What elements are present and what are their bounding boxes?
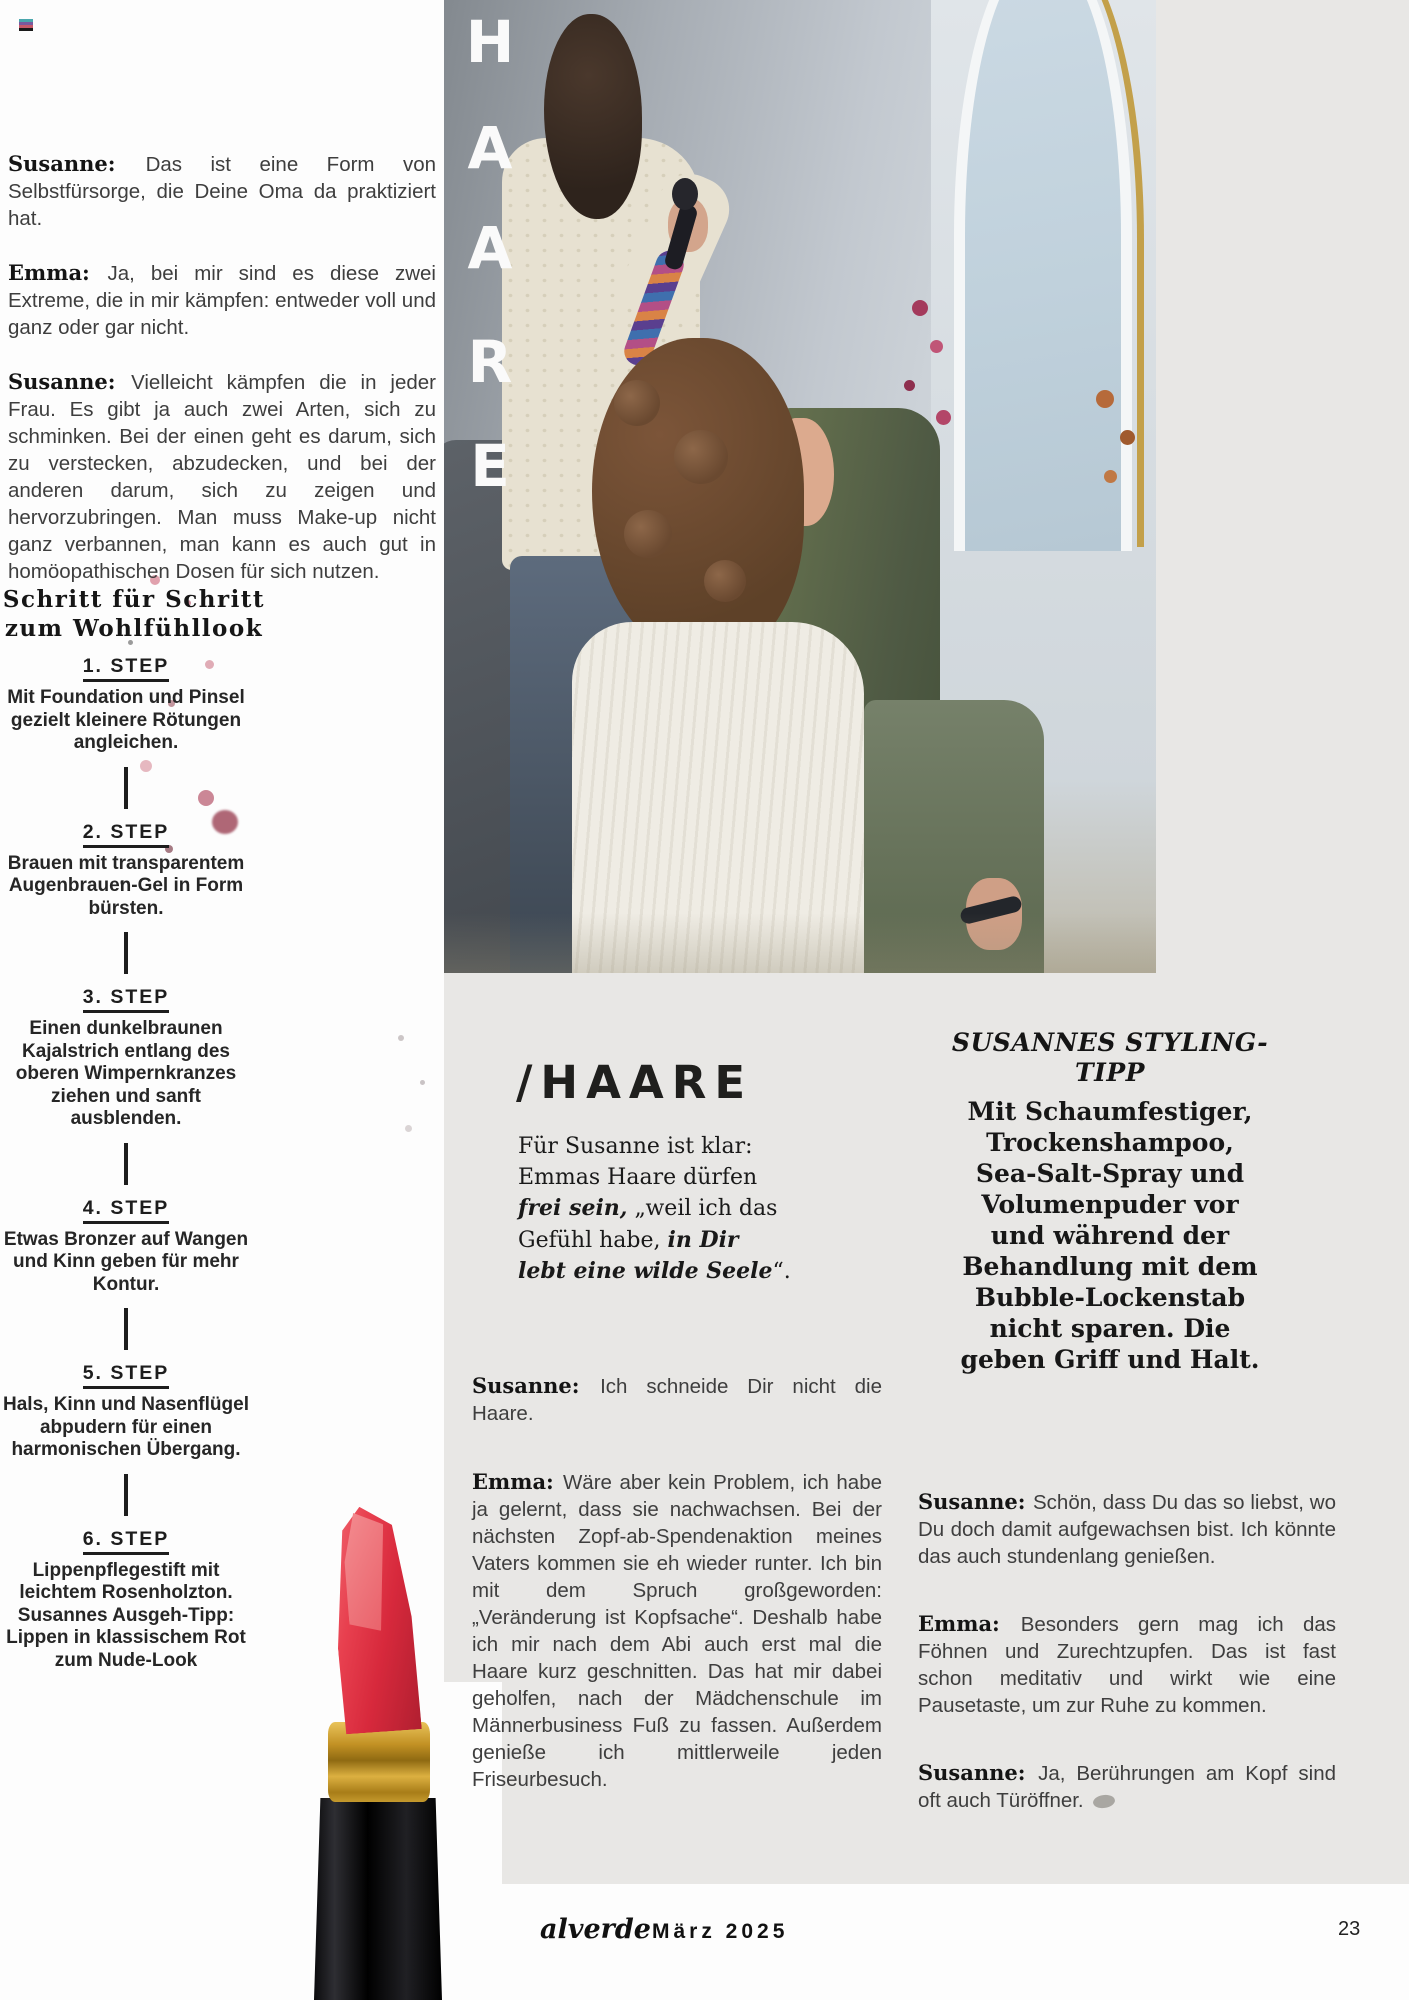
- vertical-title-letter: A: [467, 114, 513, 182]
- speaker-name: Susanne:: [472, 1373, 580, 1398]
- hair-curl-shape: [624, 510, 672, 558]
- step-text: Einen dunkelbraunen Kajalstrich entlang des oberen Wimpernkranzes ziehen und sanft ausblenden.: [15, 1018, 237, 1129]
- step-title: 1. STEP: [83, 655, 170, 682]
- corner-mark-stripe: [19, 28, 33, 31]
- vertical-title-letter: A: [467, 214, 513, 282]
- step-text: Etwas Bronzer auf Wangen und Kinn geben für mehr Kontur.: [3, 1228, 249, 1295]
- vertical-title-letter: H: [465, 8, 515, 76]
- makeup-step: [0, 1362, 252, 1516]
- intro-line: [518, 1225, 818, 1257]
- lipstick-gold-band-shape: [328, 1722, 430, 1802]
- intro-quote: [518, 1132, 818, 1288]
- dialogue-paragraph: [918, 1610, 1336, 1719]
- flower-shape: [936, 410, 951, 425]
- issue-date: März 2025: [652, 1920, 789, 1943]
- flower-shape: [1120, 430, 1135, 445]
- dialogue-text: Das ist eine Form von Selbstfürsorge, die Deine Oma da praktiziert hat.: [8, 153, 437, 230]
- step-text: Lippenpflegestift mit leichtem Rosenholzton. Susannes Ausgeh-Tipp: Lippen in klassischem Rot zum Nude-Look: [6, 1559, 246, 1671]
- step-title: 4. STEP: [83, 1197, 170, 1224]
- intro-text-segment: lebt eine wilde Seele: [518, 1258, 773, 1284]
- flower-shape: [912, 300, 928, 316]
- step-text: Hals, Kinn und Nasenflügel abpudern für einen harmonischen Übergang.: [3, 1394, 249, 1460]
- step-divider-line: [124, 767, 128, 809]
- step-divider-line: [124, 1474, 128, 1516]
- speaker-name: Emma:: [472, 1469, 554, 1494]
- makeup-step: [0, 1197, 252, 1351]
- step-title: 5. STEP: [83, 1362, 170, 1389]
- vertical-title-letter: E: [470, 432, 510, 500]
- curling-iron-knob-shape: [672, 178, 698, 210]
- intro-line: [518, 1132, 818, 1163]
- floor-shadow-shape: [444, 913, 1156, 973]
- intro-text-segment: Für Susanne ist klar:: [518, 1134, 753, 1159]
- intro-text-segment: in Dir: [667, 1226, 739, 1253]
- section-heading-haare: /HAARE: [516, 1056, 754, 1109]
- intro-text-segment: „weil ich das: [627, 1196, 778, 1221]
- arch-mirror-shape: [954, 0, 1132, 551]
- speaker-name: Susanne:: [8, 369, 116, 394]
- salon-photo: [444, 0, 1156, 973]
- styling-tip-heading: SUSANNES STYLING-TIPP: [951, 1028, 1269, 1087]
- dialogue-paragraph: [472, 1468, 882, 1793]
- dialogue-text: Vielleicht kämpfen die in jeder Frau. Es gibt ja auch zwei Arten, sich zu schminken. Bei der einen geht es darum, sich zu verstecken, abzudecken, und bei der anderen darum, sich zu zeigen und hervorzubringen. Man muss Make-up nicht ganz verbannen, man kann es auch gut in homöopathischen Dosen für sich nutzen.: [8, 371, 437, 583]
- speaker-name: Susanne:: [918, 1760, 1026, 1785]
- step-divider-line: [124, 932, 128, 974]
- hair-curl-shape: [704, 560, 746, 602]
- intro-line: [518, 1256, 818, 1288]
- dialogue-text: Schön, dass Du das so liebst, wo Du doch damit aufgewachsen bist. Ich könnte das auch stundenlang genießen.: [918, 1491, 1336, 1568]
- flower-shape: [904, 380, 915, 391]
- hair-curl-shape: [614, 380, 660, 426]
- styling-tip-text: Mit Schaumfestiger, Trockenshampoo, Sea-Salt-Spray und Volumenpuder vor und während der Behandlung mit dem Bubble-Lockenstab nicht sparen. Die geben Griff und Halt.: [960, 1097, 1260, 1374]
- speaker-name: Emma:: [918, 1611, 1000, 1636]
- magazine-logo: alverde: [540, 1914, 651, 1945]
- vertical-title-haare: [460, 0, 520, 973]
- dialogue-paragraph: [8, 368, 436, 585]
- makeup-step: [0, 986, 252, 1185]
- step-divider-line: [124, 1143, 128, 1185]
- hair-curl-shape: [674, 430, 728, 484]
- dialogue-text: Besonders gern mag ich das Föhnen und Zurechtzupfen. Das ist fast schon meditativ und wirkt wie eine Pausetaste, um zur Ruhe zu kommen.: [918, 1613, 1336, 1717]
- speaker-name: Emma:: [8, 260, 90, 285]
- corner-mark: [19, 19, 33, 32]
- makeup-step: [0, 1528, 252, 1673]
- dialogue-paragraph: [472, 1372, 882, 1427]
- intro-text-segment: “.: [772, 1259, 791, 1284]
- dialogue-paragraph: [918, 1488, 1336, 1570]
- dialogue-text: Ja, Berührungen am Kopf sind oft auch Türöffner.: [918, 1762, 1336, 1812]
- left-dialogue-column: [8, 150, 436, 612]
- speaker-name: Susanne:: [918, 1489, 1026, 1514]
- flower-shape: [1104, 470, 1117, 483]
- dialogue-text: Wäre aber kein Problem, ich habe ja gelernt, dass sie nachwachsen. Bei der nächsten Zopf-ab-Spendenaktion meines Vaters kommen sie eh wieder runter. Ich bin mit dem Spruch großgeworden: „Veränderung ist Kopfsache“. Deshalb habe ich mir nach dem Abi auch erst mal die Haare kurz geschnitten. Das hat mir dabei geholfen, nach der Mädchenschule im Männerbusiness Fuß zu fassen. Außerdem genieße ich mittlerweile jeden Friseurbesuch.: [472, 1471, 883, 1791]
- dialogue-paragraph: [8, 150, 436, 232]
- steps-heading: Schritt für Schritt zum Wohlfühllook: [2, 586, 266, 642]
- intro-line: [518, 1163, 818, 1194]
- makeup-step: [0, 655, 252, 809]
- dialogue-text: Ich schneide Dir nicht die Haare.: [472, 1375, 882, 1425]
- intro-text-segment: Gefühl habe,: [518, 1227, 668, 1253]
- page-number: 23: [1338, 1918, 1361, 1940]
- speaker-name: Susanne:: [8, 151, 116, 176]
- step-text: Mit Foundation und Pinsel gezielt kleinere Rötungen angleichen.: [7, 687, 245, 753]
- step-title: 6. STEP: [83, 1528, 170, 1555]
- dialogue-paragraph: [8, 259, 436, 341]
- intro-text-segment: frei sein,: [518, 1195, 628, 1221]
- step-title: 2. STEP: [83, 821, 170, 848]
- intro-line: [518, 1193, 818, 1225]
- step-title: 3. STEP: [83, 986, 170, 1013]
- step-text: Brauen mit transparentem Augenbrauen-Gel in Form bürsten.: [7, 852, 245, 919]
- center-dialogue-column: [472, 1372, 882, 1834]
- right-dialogue-column: [918, 1488, 1336, 1854]
- flower-shape: [1096, 390, 1114, 408]
- step-divider-line: [124, 1308, 128, 1350]
- vertical-title-letter: R: [467, 328, 513, 396]
- steps-list: [0, 655, 252, 1672]
- makeup-step: [0, 821, 252, 975]
- dialogue-paragraph: [918, 1759, 1336, 1814]
- flower-shape: [930, 340, 943, 353]
- intro-text-segment: Emmas Haare dürfen: [518, 1164, 758, 1190]
- lipstick-body-shape: [314, 1798, 442, 2000]
- dialogue-text: Ja, bei mir sind es diese zwei Extreme, die in mir kämpfen: entweder voll und ganz oder gar nicht.: [8, 262, 436, 339]
